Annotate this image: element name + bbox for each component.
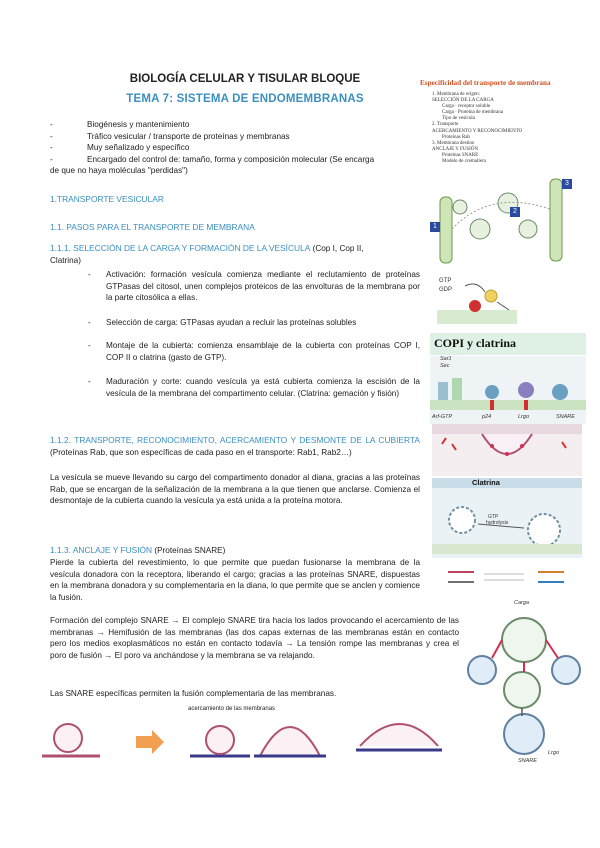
paragraph-snare-specific: Las SNARE específicas permiten la fusión complementaria de las membranas. — [50, 689, 337, 698]
paragraph-1-1-3: Pierde la cubierta del revestimiento, lo que permite que puedan fusionarse la membrana de la vesícula donadora con la receptora, liberando el cargo; gracias a las proteínas SNARE, dispuestas en la membrana donadora y su complementaria en la diana, lo que permite que se anclen y comience la fusión. — [50, 558, 420, 602]
figure-label: Carga — [514, 600, 529, 606]
heading-1-1-2: 1.1.2. TRANSPORTE, RECONOCIMIENTO, ACERCAMIENTO Y DESMONTE DE LA CUBIERTA (Proteínas Rab, que son específicas de cada paso en el transporte: Rab1, Rab2…) — [50, 435, 420, 457]
figure-illustration — [420, 79, 584, 267]
figure-label: Arf-GTP — [432, 414, 453, 420]
figure-vesicle-budding — [432, 424, 582, 476]
fusion-illustration — [40, 706, 450, 766]
list-item: - Tráfico vesicular / transporte de proteínas y membranas — [50, 131, 290, 141]
gdp-label: GDP — [439, 287, 453, 293]
list-item: - Selección de carga: GTPasas ayudan a recluir las proteínas solubles — [88, 318, 357, 327]
legend-illustration — [434, 560, 584, 600]
list-item: - Biogénesis y mantenimiento — [50, 120, 190, 129]
intro-bullet-list — [50, 119, 445, 177]
figure-legend-strip — [434, 560, 584, 600]
steps-list — [88, 340, 420, 363]
figure-label: SNARE — [518, 758, 537, 764]
paragraph-snare-steps: Formación del complejo SNARE → El complejo SNARE tira hacia los lados provocando el acercamiento de las membranas → Hemifusión de las membranas (las dos capas externas de las membranas están en contacto pero los medios exoplasmáticos no están en contacto todavía → La tensión rompe las membranas y crea el poro de fusión → El poro va anchándose y la membrana se va relajando. — [50, 616, 459, 660]
list-item: - Activación: formación vesícula comienza mediante el reclutamiento de proteínas GTPasas del citosol, unen complejos proteicos de las envolturas de la membrana por la parte citosólica a ellas. — [88, 270, 420, 303]
heading-1-1-1: 1.1.1. SELECCIÓN DE LA CARGA Y FORMACIÓN DE LA VESÍCULA (Cop I, Cop II, Clatrina) — [50, 243, 364, 265]
budding-illustration — [432, 424, 582, 476]
list-item: - Montaje de la cubierta: comienza ensamblaje de la cubierta con proteínas COP I, COP II o clatrina (gasto de GTP). — [88, 341, 420, 362]
paragraph-1-1-2: La vesícula se mueve llevando su cargo del compartimento donador al diana, gracias a las proteínas Rab, que se encargan de la señalización de la membrana a la que tienen que anclarse. Comienza el desmontaje de la cubierta cuando la vesícula ya está unida a la proteína motora. — [50, 473, 420, 506]
section-heading-1: 1.TRANSPORTE VESICULAR — [50, 194, 164, 204]
figure-copi-title-bar — [430, 333, 586, 355]
list-item-continuation: de que no haya moléculas "perdidas") — [50, 166, 188, 176]
figure-label: p24 — [482, 414, 492, 420]
figure-label: Lrgo — [548, 750, 560, 756]
step-badge: 3 — [562, 179, 572, 189]
figure-title: Clatrina — [472, 478, 500, 487]
figure-label: Lrgo — [518, 414, 530, 420]
figure-caption: acercamiento de las membranas — [188, 706, 276, 712]
heading-1-1-3: 1.1.3. ANCLAJE Y FUSIÓN (Proteínas SNARE) — [50, 545, 226, 555]
gtp-label: GTP — [439, 278, 452, 284]
steps-list — [88, 376, 420, 399]
figure-copi-clatrina — [430, 356, 586, 424]
figure-fusion-sequence — [40, 706, 450, 766]
step-badge: 2 — [510, 207, 520, 217]
figure-title: Especificidad del transporte de membrana — [420, 79, 551, 87]
list-item: - Maduración y corte: cuando vesícula ya está cubierta comienza la escisión de la vesícula de la membrana del compartimento celular. (Clatrina: gemación y fisión) — [88, 377, 420, 398]
steps-list — [88, 317, 420, 329]
figure-label: SNARE — [556, 414, 575, 420]
document-title: BIOLOGÍA CELULAR Y TISULAR BLOQUE — [129, 73, 361, 85]
figure-snare-docking — [462, 600, 586, 768]
steps-list — [88, 269, 420, 304]
list-item: - Encargado del control de: tamaño, forma y composición molecular (Se encarga — [50, 154, 375, 164]
snare-illustration — [462, 600, 586, 768]
step-badge: 1 — [430, 222, 440, 232]
figure-legend: 1. Membrana de origen: SELECCIÓN DE LA CARGA Carga · receptor soluble Carga · Proteína de membrana Tipo de vesícula 2. Transporte ACERCAMIENTO Y RECONOCIMIENTO Proteínas Rab 3. Membrana destino ANCLAJE Y FUSIÓN Proteínas SNARE Modelo de cremallera — [432, 92, 523, 165]
figure-title: COPI y clatrina — [434, 336, 516, 350]
section-heading-1-1: 1.1. PASOS PARA EL TRANSPORTE DE MEMBRANA — [50, 222, 255, 232]
list-item: - Muy señalizado y específico — [50, 143, 190, 153]
document-subtitle: TEMA 7: SISTEMA DE ENDOMEMBRANAS — [126, 93, 364, 105]
figure-clatrina — [432, 478, 582, 558]
figure-label: Sar1 — [440, 356, 452, 362]
clatrina-illustration — [432, 478, 582, 558]
figure-membrane-transport-specificity — [420, 79, 584, 267]
figure-label: GTP — [488, 514, 499, 520]
figure-gtp-activation — [437, 276, 517, 328]
figure-label: hydrolysis — [486, 520, 509, 526]
figure-label: Sec — [440, 363, 450, 369]
figure-title-bar — [432, 478, 582, 488]
